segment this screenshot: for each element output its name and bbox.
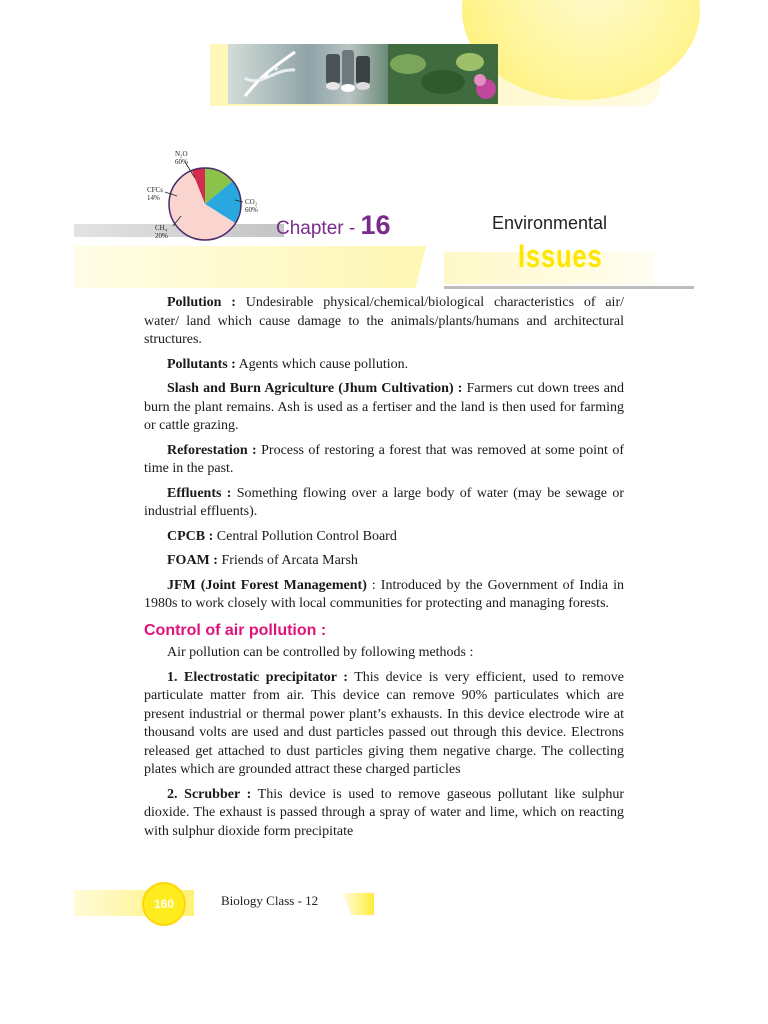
section-intro: Air pollution can be controlled by following methods : <box>167 645 474 660</box>
plants-photo-icon <box>388 44 498 104</box>
definition-item <box>144 380 624 436</box>
book-title: Biology Class - 12 <box>221 893 319 908</box>
header-photo-strip <box>228 44 498 104</box>
definition-term: JFM (Joint Forest Management) <box>167 577 367 593</box>
definition-text: Undesirable physical/chemical/biological characteristics of air/ water/ land which cause damage to the animals/plants/humans and architectural structures. <box>144 295 624 347</box>
definition-term: Pollution : <box>167 295 236 310</box>
definition-text: Something flowing over a large body of water (may be sewage or industrial effluents). <box>144 485 624 519</box>
method-term: 1. Electrostatic precipitator : <box>167 669 348 685</box>
chapter-number: 16 <box>360 210 391 240</box>
pie-label-ch4: CH₄ 20% <box>155 224 168 240</box>
definition-item <box>144 577 624 614</box>
dna-helix-icon <box>240 48 300 100</box>
definition-term: Pollutants : <box>167 356 236 372</box>
pie-label-n2o: N₂O 60% <box>175 150 188 166</box>
pie-label-co2: CO₂ 60% <box>245 198 258 214</box>
definition-term: Reforestation : <box>167 442 257 458</box>
method-text: This device is very efficient, used to remove particulate matter from air. This device can remove 90% particulates which are present industrial or thermal power plant’s exhausts. In this device electrode wire at thousand volts are used and dust particles passed out through this device. Electrons released get attached to dust particles giving them negative charge. The collecting plates which are grounded attract these charged particles <box>144 669 625 777</box>
chapter-heading <box>276 210 391 241</box>
method-text: This device is used to remove gaseous pollutant like sulphur dioxide. The exhaust is passed through a spray of water and lime, which on reacting with sulphur dioxide form precipitate <box>144 786 624 839</box>
section-heading: Control of air pollution : <box>144 621 327 639</box>
definition-item <box>144 552 624 571</box>
definition-text: Central Pollution Control Board <box>213 528 397 544</box>
definition-term: Effluents : <box>167 485 232 501</box>
definition-text: : Introduced by the Government of India in 1980s to work closely with local communities for protecting and managing forests. <box>144 577 624 611</box>
greenhouse-gas-pie-chart <box>135 140 275 250</box>
page-content <box>144 294 624 847</box>
header-yellow-band <box>74 246 426 288</box>
definition-text: Process of restoring a forest that was removed at some point of time in the past. <box>144 442 624 476</box>
page-number: 160 <box>142 882 186 926</box>
chapter-title-line1: Environmental <box>492 213 608 233</box>
definition-item <box>144 294 624 350</box>
definition-text: Agents which cause pollution. <box>235 356 409 372</box>
chapter-prefix: Chapter - <box>276 218 361 239</box>
footer-triangle <box>342 893 374 915</box>
method-term: 2. Scrubber : <box>167 786 252 802</box>
chapter-title-line2: Issues <box>518 238 603 274</box>
definition-item <box>144 356 624 375</box>
definition-text: Farmers cut down trees and burn the plant remains. Ash is used as a fertiser and the land is then used for farming or cattle grazing. <box>144 381 624 433</box>
definition-item <box>144 442 624 479</box>
definition-term: CPCB : <box>167 528 214 544</box>
definition-text: Friends of Arcata Marsh <box>217 553 358 568</box>
header-right-rule <box>444 286 694 289</box>
method-item <box>144 786 624 842</box>
pie-label-cfcs: CFCs 14% <box>147 186 163 202</box>
definition-term: FOAM : <box>167 553 218 568</box>
definition-term: Slash and Burn Agriculture (Jhum Cultivation) : <box>167 381 463 396</box>
definition-item <box>144 528 624 547</box>
method-item <box>144 669 624 780</box>
definition-item <box>144 485 624 522</box>
microscope-icon <box>320 46 380 102</box>
